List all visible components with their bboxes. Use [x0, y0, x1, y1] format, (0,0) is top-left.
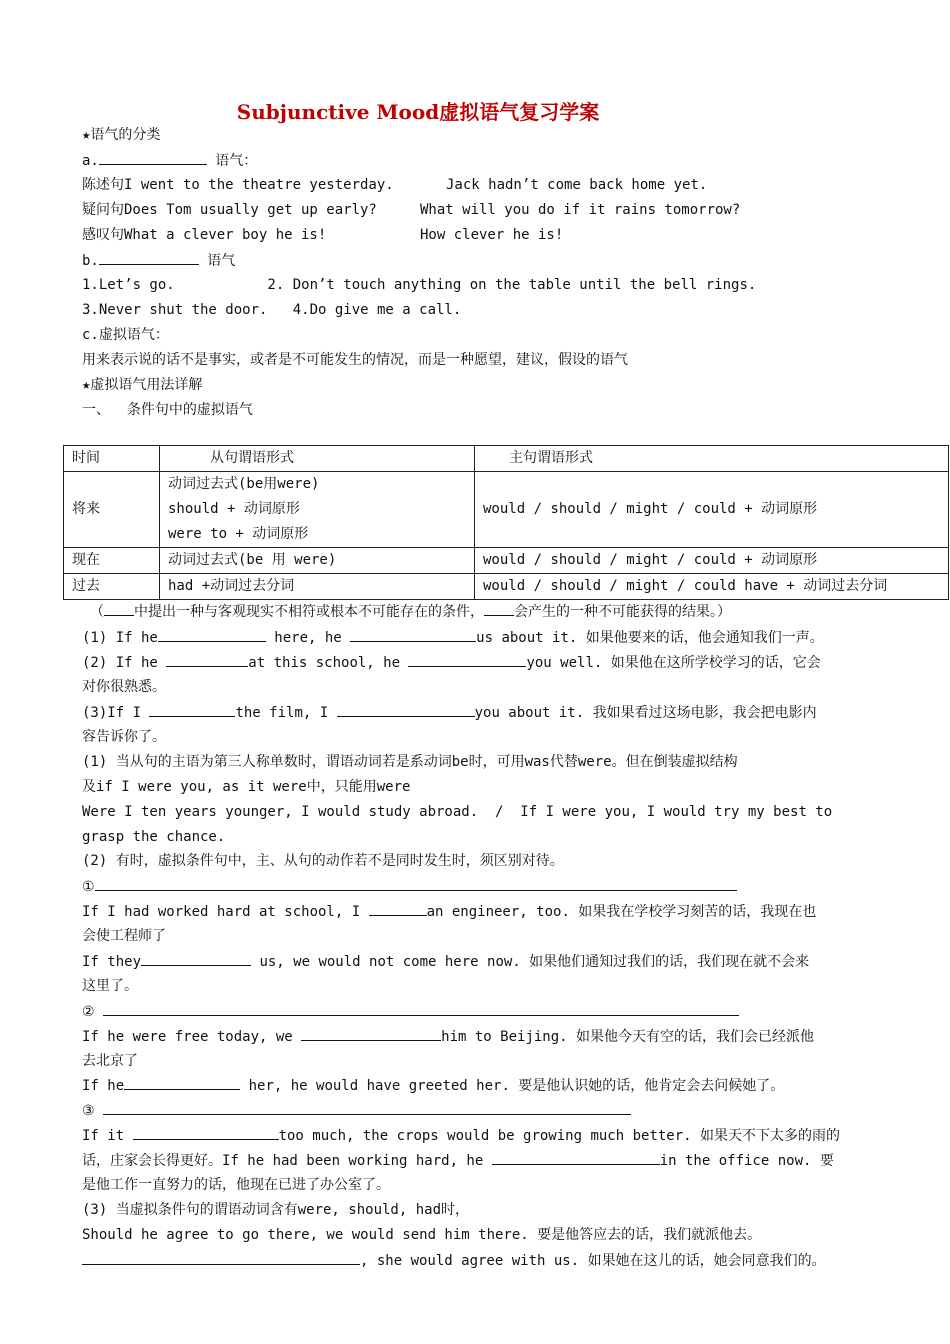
table-cell-subordinate: 动词过去式(be 用 were)	[160, 548, 475, 574]
answer-blank[interactable]	[141, 951, 251, 966]
note-3: (3) 当虚拟条件句的谓语动词含有were, should, had时，	[82, 1202, 470, 1218]
answer-blank[interactable]	[103, 1001, 739, 1016]
table-cell-time: 将来	[64, 472, 160, 548]
imperative-examples-2: 3.Never shut the door. 4.Do give me a call.	[82, 302, 462, 318]
mixed-example-4: If he her, he would have greeted her. 要是他认识她的话，他肯定会去问候她了。	[82, 1075, 784, 1096]
mixed-example-1-continued: 会使工程师了	[82, 928, 166, 944]
table-cell-main: would / should / might / could + 动词原形	[475, 548, 949, 574]
exercise-2-continued: 对你很熟悉。	[82, 679, 166, 695]
mixed-rule-2: ②	[82, 1001, 739, 1022]
mixed-example-6: 话，庄家会长得更好。If he had been working hard, he in the office now. 要	[82, 1150, 834, 1171]
answer-blank[interactable]	[104, 601, 134, 616]
subjunctive-definition: 用来表示说的话不是事实，或者是不可能发生的情况，而是一种愿望，建议，假设的语气	[82, 352, 628, 368]
section-heading-usage: ★虚拟语气用法详解	[82, 377, 203, 393]
example-interrogative-left: 疑问句Does Tom usually get up early?	[82, 202, 377, 218]
exercise-2: (2) If he at this school, he you well. 如果他在这所学校学习的话，它会	[82, 652, 821, 673]
answer-blank[interactable]	[337, 702, 475, 717]
answer-blank[interactable]	[369, 901, 427, 916]
table-header-subordinate: 从句谓语形式	[160, 446, 475, 472]
note-2: (2) 有时，虚拟条件句中，主、从句的动作若不是同时发生时，须区别对待。	[82, 853, 564, 869]
exercise-3-continued: 容告诉你了。	[82, 729, 166, 745]
answer-blank[interactable]	[103, 1100, 631, 1115]
page-title: Subjunctive Mood虚拟语气复习学案	[236, 100, 600, 124]
answer-blank[interactable]	[492, 1150, 660, 1165]
answer-blank[interactable]	[149, 702, 235, 717]
answer-blank[interactable]	[301, 1026, 441, 1041]
subjunctive-label: c.虚拟语气：	[82, 327, 169, 343]
answer-blank[interactable]	[82, 1250, 360, 1265]
answer-blank[interactable]	[158, 627, 266, 642]
answer-blank[interactable]	[99, 250, 199, 265]
table-cell-time: 过去	[64, 574, 160, 600]
answer-blank[interactable]	[408, 652, 526, 667]
note-1: (1) 当从句的主语为第三人称单数时，谓语动词若是系动词be时，可用was代替were。但在倒装虚拟结构	[82, 754, 738, 770]
answer-blank[interactable]	[95, 876, 737, 891]
mixed-example-2-continued: 这里了。	[82, 978, 138, 994]
mixed-rule-3: ③	[82, 1100, 631, 1121]
table-header-row	[64, 446, 949, 472]
example-exclamatory-right: How clever he is!	[420, 227, 564, 243]
final-exercise: , she would agree with us. 如果她在这儿的话，她会同意我们的。	[82, 1250, 826, 1271]
table-row-present	[64, 548, 949, 574]
were-example-continued: grasp the chance.	[82, 829, 226, 845]
blank-line-a: a. 语气：	[82, 150, 257, 171]
imperative-examples-1: 1.Let’s go. 2. Don’t touch anything on the table until the bell rings.	[82, 277, 757, 293]
blank-line-b: b. 语气	[82, 250, 235, 271]
answer-blank[interactable]	[133, 1125, 279, 1140]
mixed-example-1: If I had worked hard at school, I an engineer, too. 如果我在学校学习刻苦的话，我现在也	[82, 901, 816, 922]
should-inversion-example: Should he agree to go there, we would send him there. 要是他答应去的话，我们就派他去。	[82, 1227, 762, 1243]
section-heading-conditional: 一、 条件句中的虚拟语气	[82, 402, 253, 418]
table-cell-main: would / should / might / could have + 动词过去分词	[475, 574, 949, 600]
exercise-3: (3)If I the film, I you about it. 我如果看过这场电影，我会把电影内	[82, 702, 817, 723]
table-note: （ 中提出一种与客观现实不相符或根本不可能存在的条件， 会产生的一种不可能获得的结果。）	[90, 601, 731, 622]
table-cell-time: 现在	[64, 548, 160, 574]
answer-blank[interactable]	[350, 627, 476, 642]
table-header-time: 时间	[64, 446, 160, 472]
table-cell-main: would / should / might / could + 动词原形	[475, 472, 949, 548]
conditional-forms-table	[63, 445, 949, 600]
mixed-example-3: If he were free today, we him to Beijing. 如果他今天有空的话，我们会已经派他	[82, 1026, 814, 1047]
example-declarative-left: 陈述句I went to the theatre yesterday.	[82, 177, 394, 193]
example-exclamatory-left: 感叹句What a clever boy he is!	[82, 227, 327, 243]
were-example: Were I ten years younger, I would study abroad. / If I were you, I would try my best to	[82, 804, 833, 820]
table-header-main: 主句谓语形式	[475, 446, 949, 472]
mixed-example-2: If they us, we would not come here now. 如果他们通知过我们的话，我们现在就不会来	[82, 951, 809, 972]
table-cell-subordinate: had +动词过去分词	[160, 574, 475, 600]
answer-blank[interactable]	[166, 652, 248, 667]
table-cell-subordinate: 动词过去式(be用were) should + 动词原形 were to + 动词原形	[160, 472, 475, 548]
mixed-example-6-continued: 是他工作一直努力的话，他现在已进了办公室了。	[82, 1177, 390, 1193]
answer-blank[interactable]	[99, 150, 207, 165]
section-heading-classification: ★语气的分类	[82, 127, 161, 143]
example-interrogative-right: What will you do if it rains tomorrow?	[420, 202, 741, 218]
exercise-1: (1) If he here, he us about it. 如果他要来的话，他会通知我们一声。	[82, 627, 824, 648]
note-1-continued: 及if I were you, as it were中，只能用were	[82, 779, 411, 795]
answer-blank[interactable]	[484, 601, 514, 616]
example-declarative-right: Jack hadn’t come back home yet.	[446, 177, 708, 193]
table-row-future	[64, 472, 949, 548]
mixed-example-3-continued: 去北京了	[82, 1053, 138, 1069]
answer-blank[interactable]	[124, 1075, 240, 1090]
table-row-past	[64, 574, 949, 600]
mixed-example-5: If it too much, the crops would be growing much better. 如果天不下太多的雨的	[82, 1125, 840, 1146]
mixed-rule-1: ①	[82, 876, 737, 897]
